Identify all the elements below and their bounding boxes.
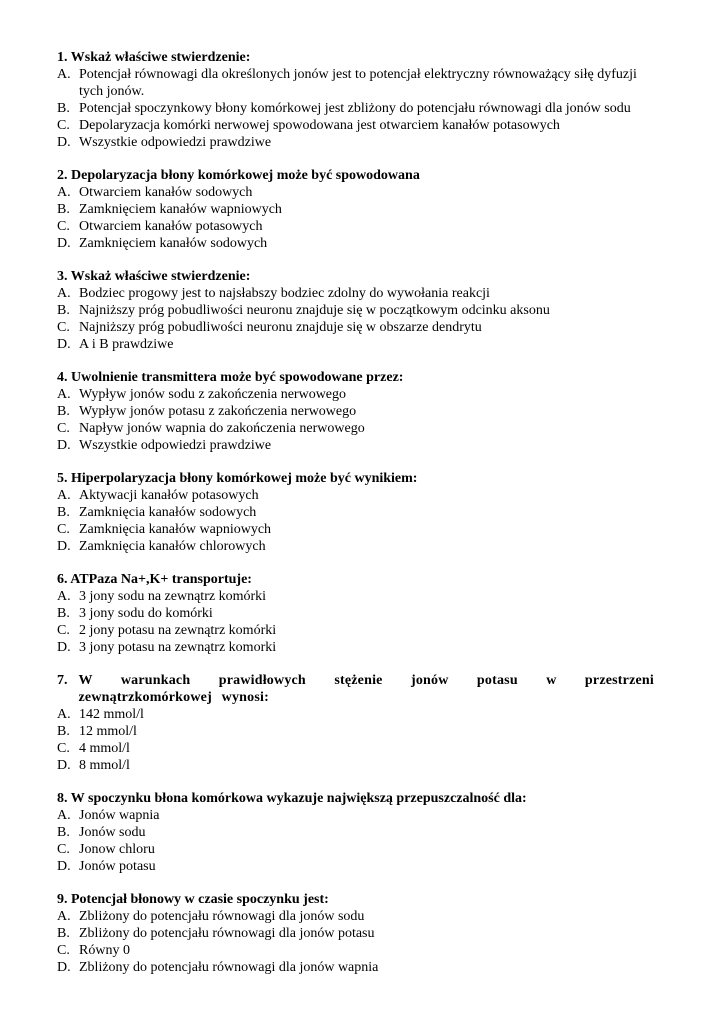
answer-option-a (57, 487, 654, 504)
answer-letter: B. (57, 101, 70, 116)
answer-letter: C. (57, 623, 70, 638)
answer-text: Jonów wapnia (79, 808, 160, 823)
answer-option-b (57, 403, 654, 420)
question-7 (57, 672, 654, 774)
answer-option-c (57, 521, 654, 538)
answer-option-b (57, 201, 654, 218)
answer-option-a (57, 588, 654, 605)
answer-option-c (57, 319, 654, 336)
answer-option-b (57, 925, 654, 942)
answer-text: Wszystkie odpowiedzi prawdziwe (79, 135, 272, 150)
answer-letter: B. (57, 303, 70, 318)
answer-option-d (57, 858, 654, 875)
answer-option-c (57, 420, 654, 437)
question-title (57, 571, 654, 588)
answer-list (57, 184, 654, 252)
answer-text: Najniższy próg pobudliwości neuronu znajduje się w obszarze dendrytu (79, 320, 482, 335)
answer-text: Wypływ jonów potasu z zakończenia nerwowego (79, 404, 357, 419)
answer-letter: C. (57, 943, 70, 958)
answer-letter: D. (57, 758, 71, 773)
answer-text: Zamknięcia kanałów chlorowych (79, 539, 266, 554)
answer-option-d (57, 134, 654, 151)
answer-letter: A. (57, 808, 71, 823)
answer-text: Jonow chloru (79, 842, 155, 857)
answer-letter: D. (57, 438, 71, 453)
answer-letter: A. (57, 387, 71, 402)
answer-text: Zbliżony do potencjału równowagi dla jonów potasu (79, 926, 375, 941)
answer-list (57, 285, 654, 353)
answer-option-a (57, 807, 654, 824)
answer-text: Zamknięcia kanałów wapniowych (79, 522, 272, 537)
answer-text: Zamknięcia kanałów sodowych (79, 505, 257, 520)
answer-letter: A. (57, 707, 71, 722)
question-title (57, 167, 654, 184)
answer-text: Zamknięciem kanałów sodowych (79, 236, 268, 251)
answer-letter: D. (57, 640, 71, 655)
answer-text: Potencjał spoczynkowy błony komórkowej jest zbliżony do potencjału równowagi dla jonów sodu (79, 101, 631, 116)
question-title (57, 672, 654, 706)
answer-letter: D. (57, 337, 71, 352)
answer-option-a (57, 706, 654, 723)
answer-list (57, 386, 654, 454)
answer-letter: C. (57, 842, 70, 857)
answer-text: 3 jony potasu na zewnątrz komorki (79, 640, 277, 655)
answer-letter: C. (57, 421, 70, 436)
answer-list (57, 706, 654, 774)
answer-letter: D. (57, 236, 71, 251)
answer-text: Depolaryzacja komórki nerwowej spowodowana jest otwarciem kanałów potasowych (79, 118, 560, 133)
question-title (57, 891, 654, 908)
answer-option-c (57, 841, 654, 858)
question-text: 8. W spoczynku błona komórkowa wykazuje największą przepuszczalność dla: (57, 791, 527, 806)
answer-text: Jonów potasu (79, 859, 156, 874)
answer-text: Wypływ jonów sodu z zakończenia nerwowego (79, 387, 347, 402)
question-text: 3. Wskaż właściwe stwierdzenie: (57, 269, 251, 284)
answer-option-a (57, 184, 654, 201)
answer-option-b (57, 824, 654, 841)
answer-letter: D. (57, 135, 71, 150)
question-title (57, 369, 654, 386)
answer-option-a (57, 285, 654, 302)
answer-letter: A. (57, 909, 71, 924)
answer-letter: A. (57, 286, 71, 301)
answer-option-d (57, 959, 654, 976)
answer-letter: B. (57, 724, 70, 739)
answer-option-d (57, 437, 654, 454)
answer-letter: B. (57, 202, 70, 217)
answer-letter: C. (57, 320, 70, 335)
question-text: 1. Wskaż właściwe stwierdzenie: (57, 50, 251, 65)
question-title (57, 268, 654, 285)
answer-text: Zbliżony do potencjału równowagi dla jonów wapnia (79, 960, 379, 975)
answer-text: Napływ jonów wapnia do zakończenia nerwowego (79, 421, 365, 436)
question-2 (57, 167, 654, 252)
answer-letter: D. (57, 539, 71, 554)
answer-text: Bodziec progowy jest to najsłabszy bodziec zdolny do wywołania reakcji (79, 286, 490, 301)
answer-option-a (57, 908, 654, 925)
answer-letter: C. (57, 741, 70, 756)
answer-text: Wszystkie odpowiedzi prawdziwe (79, 438, 272, 453)
answer-text: Aktywacji kanałów potasowych (79, 488, 259, 503)
question-text: 4. Uwolnienie transmittera może być spowodowane przez: (57, 370, 404, 385)
answer-list (57, 487, 654, 555)
answer-option-c (57, 942, 654, 959)
question-text: W warunkach prawidłowych stężenie jonów potasu w przestrzeni zewnątrzkomórkowej wynosi: (78, 673, 654, 705)
answer-letter: A. (57, 589, 71, 604)
question-title (57, 470, 654, 487)
question-9 (57, 891, 654, 976)
answer-text: Równy 0 (79, 943, 130, 958)
answer-option-b (57, 100, 654, 117)
answer-option-d (57, 639, 654, 656)
answer-letter: B. (57, 606, 70, 621)
answer-text: Jonów sodu (79, 825, 146, 840)
answer-letter: B. (57, 825, 70, 840)
answer-list (57, 908, 654, 976)
answer-list (57, 66, 654, 151)
question-4 (57, 369, 654, 454)
answer-text: Potencjał równowagi dla określonych jonów jest to potencjał elektryczny równoważący siłę dyfuzji tych jonów. (79, 67, 637, 99)
question-title (57, 49, 654, 66)
question-3 (57, 268, 654, 353)
question-6 (57, 571, 654, 656)
answer-letter: C. (57, 118, 70, 133)
question-text: 2. Depolaryzacja błony komórkowej może być spowodowana (57, 168, 420, 183)
answer-letter: B. (57, 505, 70, 520)
question-5 (57, 470, 654, 555)
answer-letter: C. (57, 219, 70, 234)
question-title (57, 790, 654, 807)
question-text: 5. Hiperpolaryzacja błony komórkowej może być wynikiem: (57, 471, 418, 486)
answer-letter: A. (57, 488, 71, 503)
answer-letter: B. (57, 404, 70, 419)
answer-text: 8 mmol/l (79, 758, 130, 773)
answer-letter: C. (57, 522, 70, 537)
answer-text: 142 mmol/l (79, 707, 144, 722)
answer-option-b (57, 504, 654, 521)
question-1 (57, 49, 654, 151)
question-text: 9. Potencjał błonowy w czasie spoczynku jest: (57, 892, 329, 907)
answer-letter: A. (57, 67, 71, 82)
answer-option-c (57, 622, 654, 639)
answer-list (57, 588, 654, 656)
answer-text: 12 mmol/l (79, 724, 137, 739)
answer-letter: B. (57, 926, 70, 941)
answer-option-c (57, 117, 654, 134)
answer-option-a (57, 386, 654, 403)
answer-letter: D. (57, 859, 71, 874)
answer-option-c (57, 218, 654, 235)
answer-letter: A. (57, 185, 71, 200)
answer-option-b (57, 302, 654, 319)
answer-option-d (57, 336, 654, 353)
answer-option-a (57, 66, 654, 100)
answer-text: 4 mmol/l (79, 741, 130, 756)
answer-text: Zbliżony do potencjału równowagi dla jonów sodu (79, 909, 365, 924)
question-number: 7. (57, 673, 68, 688)
answer-letter: D. (57, 960, 71, 975)
answer-option-b (57, 723, 654, 740)
answer-option-d (57, 538, 654, 555)
question-8 (57, 790, 654, 875)
answer-option-b (57, 605, 654, 622)
answer-text: Najniższy próg pobudliwości neuronu znajduje się w początkowym odcinku aksonu (79, 303, 550, 318)
answer-text: Otwarciem kanałów potasowych (79, 219, 263, 234)
answer-text: A i B prawdziwe (79, 337, 174, 352)
answer-option-c (57, 740, 654, 757)
answer-text: 2 jony potasu na zewnątrz komórki (79, 623, 277, 638)
answer-option-d (57, 757, 654, 774)
answer-text: Zamknięciem kanałów wapniowych (79, 202, 282, 217)
answer-text: Otwarciem kanałów sodowych (79, 185, 253, 200)
answer-list (57, 807, 654, 875)
question-text: 6. ATPaza Na+,K+ transportuje: (57, 572, 252, 587)
answer-text: 3 jony sodu na zewnątrz komórki (79, 589, 267, 604)
answer-text: 3 jony sodu do komórki (79, 606, 213, 621)
answer-option-d (57, 235, 654, 252)
